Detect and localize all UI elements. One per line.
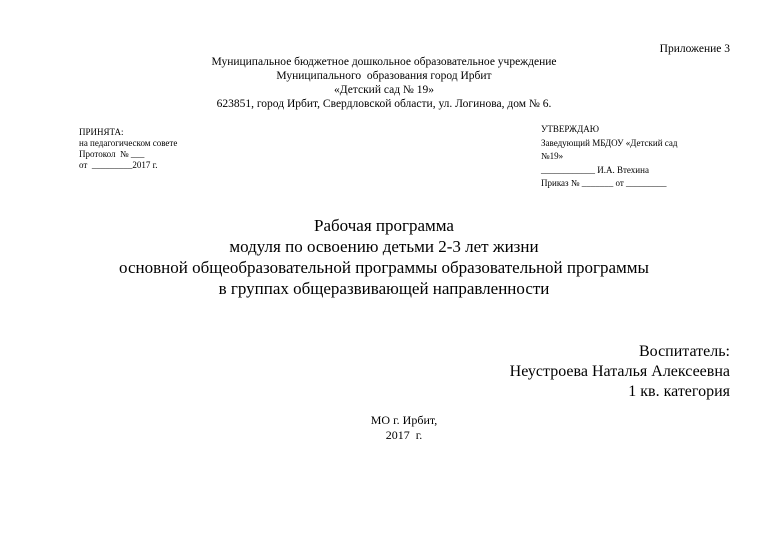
accepted-council: на педагогическом совете	[79, 138, 178, 148]
organization-address: 623851, город Ирбит, Свердловской области, ул. Логинова, дом № 6.	[216, 98, 552, 110]
footer-place: МО г. Ирбит,	[370, 413, 438, 427]
approved-position: Заведующий МБДОУ «Детский сад	[541, 137, 678, 148]
accepted-protocol: Протокол № ___	[79, 149, 145, 159]
organization-short-name: «Детский сад № 19»	[333, 84, 435, 96]
title-line-1: Рабочая программа	[314, 216, 454, 235]
educator-label: Воспитатель:	[639, 343, 730, 360]
approved-position-cont: №19»	[541, 151, 564, 161]
approved-block	[541, 123, 726, 191]
educator-name: Неустроева Наталья Алексеевна	[509, 363, 730, 380]
appendix-label: Приложение 3	[659, 43, 730, 55]
accepted-title: ПРИНЯТА:	[79, 127, 124, 137]
title-line-4: в группах общеразвивающей направленности	[218, 279, 550, 298]
accepted-block	[79, 127, 177, 171]
organization-municipality: Муниципального образования город Ирбит	[276, 70, 492, 82]
footer-block	[0, 413, 768, 443]
title-line-3: основной общеобразовательной программы образовательной программы	[119, 258, 649, 277]
approved-title: УТВЕРЖДАЮ	[541, 124, 600, 134]
footer-year: 2017 г.	[385, 428, 423, 442]
accepted-date: от _________2017 г.	[79, 160, 158, 170]
title-line-2: модуля по освоению детьми 2-3 лет жизни	[229, 237, 539, 256]
educator-block	[510, 342, 730, 402]
approved-order: Приказ № _______ от _________	[541, 178, 667, 188]
approved-signature: ____________ И.А. Втехина	[541, 164, 649, 175]
organization-header	[0, 55, 768, 111]
document-title	[0, 215, 768, 299]
organization-name: Муниципальное бюджетное дошкольное образовательное учреждение	[211, 56, 557, 68]
educator-category: 1 кв. категория	[628, 383, 730, 400]
